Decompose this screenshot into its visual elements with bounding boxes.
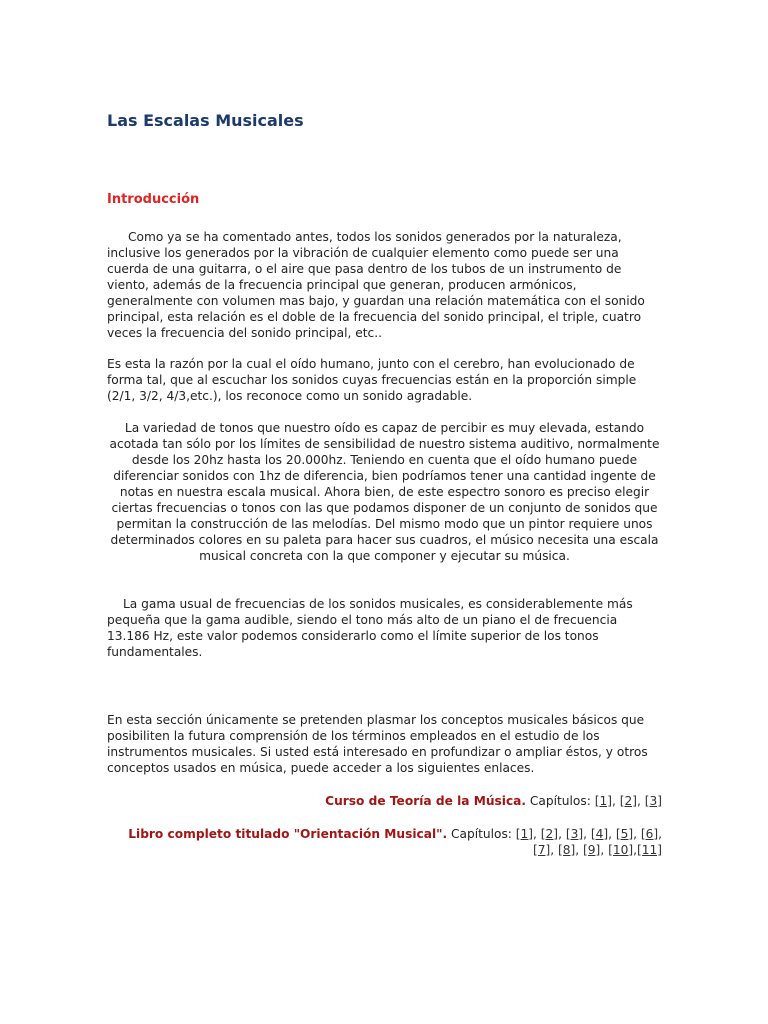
- curso-chapter-link-3[interactable]: [3]: [644, 794, 662, 808]
- libro-chapter-link-5[interactable]: [5]: [615, 827, 634, 841]
- reference-libro-chapters-label: Capítulos:: [451, 827, 512, 841]
- libro-chapter-link-2[interactable]: [2]: [540, 827, 559, 841]
- reference-curso-title: Curso de Teoría de la Música.: [325, 794, 527, 808]
- reference-libro-orientacion: [107, 826, 662, 858]
- reference-curso-teoria: [107, 793, 662, 809]
- reference-curso-chapters-label: Capítulos:: [529, 794, 591, 808]
- libro-chapter-link-10[interactable]: [10]: [608, 843, 634, 857]
- libro-chapter-link-3[interactable]: [3]: [565, 827, 584, 841]
- reference-libro-title: Libro completo titulado "Orientación Musical".: [128, 827, 448, 841]
- curso-chapter-link-2[interactable]: [2]: [619, 794, 637, 808]
- libro-chapter-link-11[interactable]: [11]: [636, 843, 662, 857]
- reference-curso-links: [1], [2], [3]: [594, 794, 662, 808]
- curso-chapter-link-1[interactable]: [1]: [594, 794, 612, 808]
- libro-chapter-link-8[interactable]: [8]: [558, 843, 576, 857]
- libro-chapter-link-6[interactable]: [6]: [640, 827, 659, 841]
- paragraph-variedad-tonos: La variedad de tonos que nuestro oído es capaz de percibir es muy elevada, estando acotada tan sólo por los límites de sensibilidad de nuestro sistema auditivo, normalmente desde los 20hz hasta los 20.000hz. Teniendo en cuenta que el oído humano puede diferenciar sonidos con 1hz de diferencia, bien podríamos tener una cantidad ingente de notas en nuestra escala musical. Ahora bien, de este espectro sonoro es preciso elegir ciertas frecuencias o tonos con las que podamos disponer de un conjunto de sonidos que permitan la construcción de las melodías. Del mismo modo que un pintor requiere unos determinados colores en su paleta para hacer sus cuadros, el músico necesita una escala musical concreta con la que componer y ejecutar su música.: [109, 421, 660, 563]
- libro-chapter-link-7[interactable]: [7]: [533, 843, 551, 857]
- libro-chapter-link-4[interactable]: [4]: [590, 827, 609, 841]
- page-title: Las Escalas Musicales: [107, 111, 304, 130]
- paragraph-oido-humano: Es esta la razón por la cual el oído humano, junto con el cerebro, han evolucionado de forma tal, que al escuchar los sonidos cuyas frecuencias están en la proporción simple (2/1, 3/2, 4/3,etc.), los reconoce como un sonido agradable.: [107, 357, 637, 403]
- paragraph-gama-frecuencias: La gama usual de frecuencias de los sonidos musicales, es considerablemente más pequeña que la gama audible, siendo el tono más alto de un piano el de frecuencia 13.186 Hz, este valor podemos considerarlo como el límite superior de los tonos fundamentales.: [107, 597, 633, 659]
- reference-libro-links: [1], [2], [3], [4], [5], [6], [7], [8], [9], [10],[11]: [515, 827, 662, 857]
- section-heading-introduccion: Introducción: [107, 192, 200, 207]
- paragraph-armonicos: Como ya se ha comentado antes, todos los sonidos generados por la naturaleza, inclusive los generados por la vibración de cualquier elemento como puede ser una cuerda de una guitarra, o el aire que pasa dentro de los tubos de un instrumento de viento, además de la frecuencia principal que generan, producen armónicos, generalmente con volumen mas bajo, y guardan una relación matemática con el sonido principal, esta relación es el doble de la frecuencia del sonido principal, el triple, cuatro veces la frecuencia del sonido principal, etc..: [107, 230, 645, 340]
- libro-chapter-link-9[interactable]: [9]: [583, 843, 601, 857]
- paragraph-seccion-enlaces: En esta sección únicamente se pretenden plasmar los conceptos musicales básicos que posibiliten la futura comprensión de los términos empleados en el estudio de los instrumentos musicales. Si usted está interesado en profundizar o ampliar éstos, y otros conceptos usados en música, puede acceder a los siguientes enlaces.: [107, 713, 648, 775]
- libro-chapter-link-1[interactable]: [1]: [515, 827, 534, 841]
